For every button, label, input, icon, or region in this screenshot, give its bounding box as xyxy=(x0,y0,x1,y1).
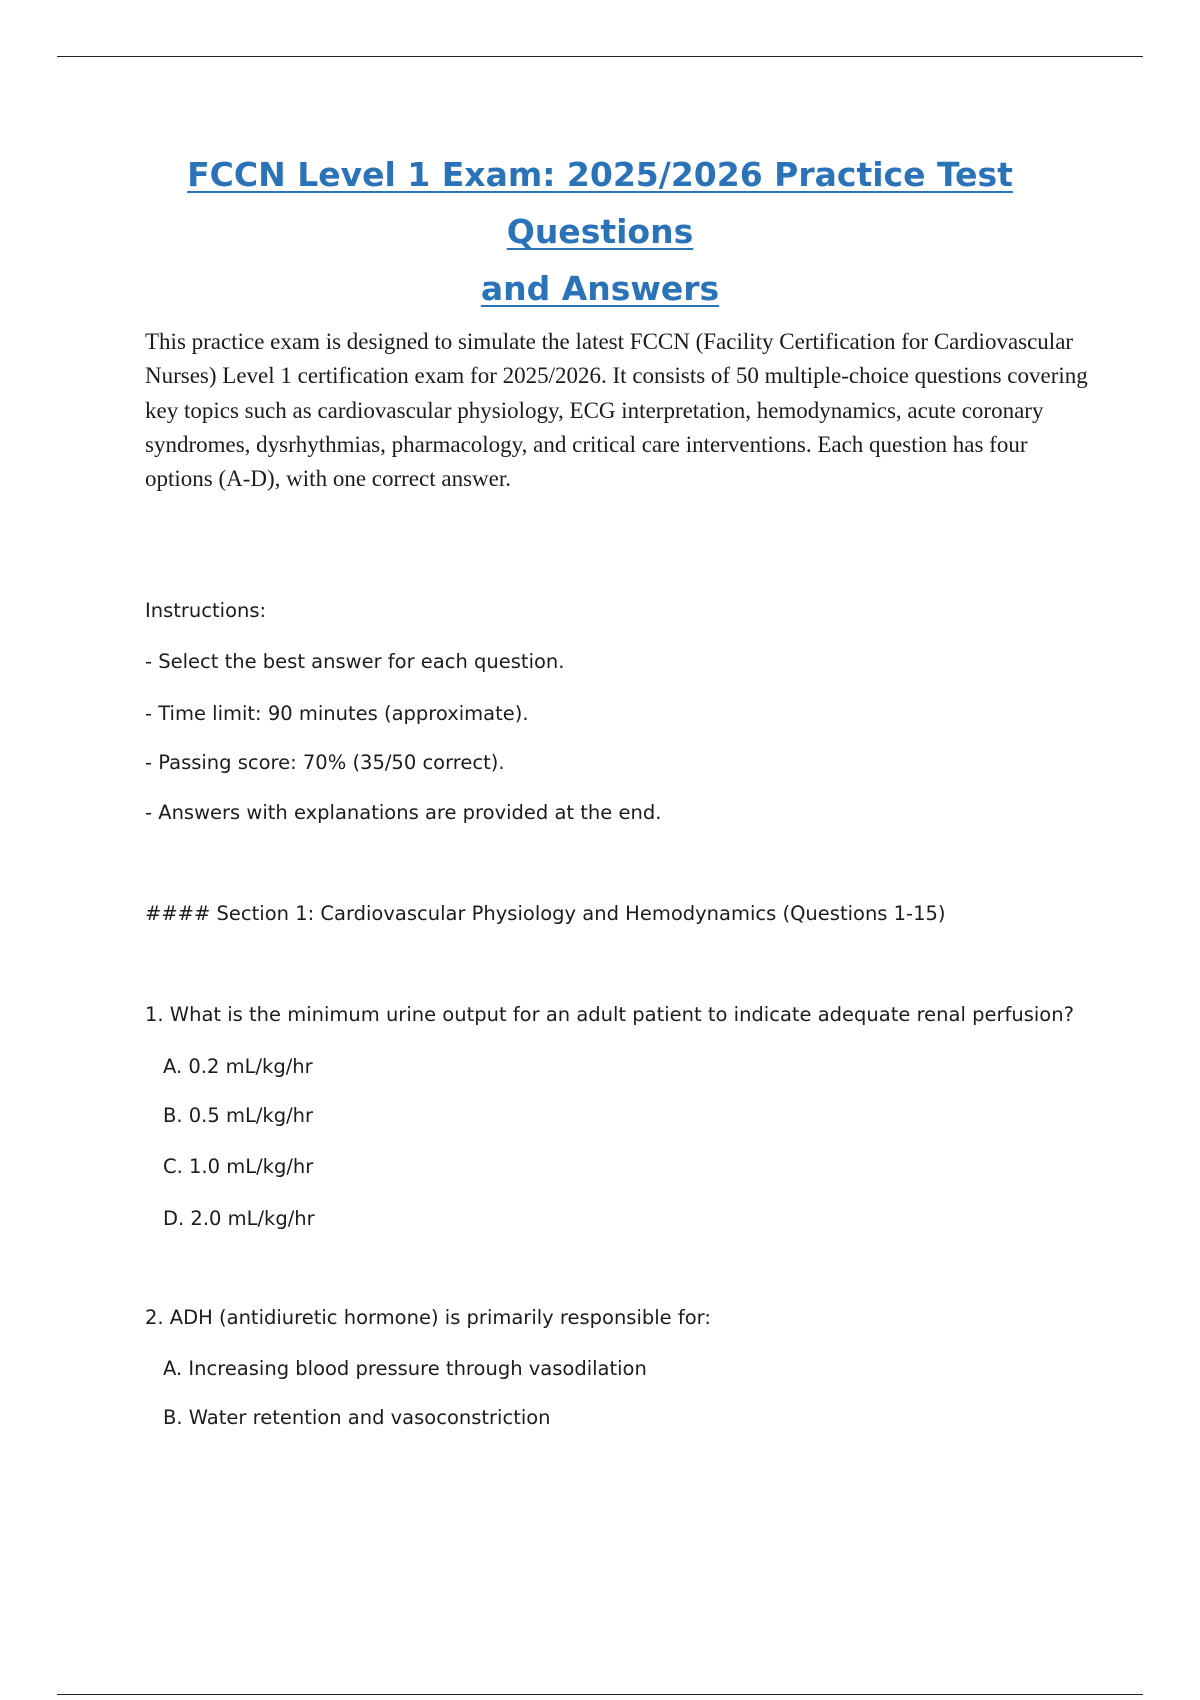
document-title-line-2: and Answers xyxy=(480,269,720,308)
answer-option: B. Water retention and vasoconstriction xyxy=(163,1406,551,1429)
instructions-heading: Instructions: xyxy=(145,599,267,622)
instruction-item: - Time limit: 90 minutes (approximate). xyxy=(145,702,529,725)
bottom-rule xyxy=(57,1694,1143,1695)
answer-option: C. 1.0 mL/kg/hr xyxy=(163,1155,314,1178)
section-heading: #### Section 1: Cardiovascular Physiology and Hemodynamics (Questions 1-15) xyxy=(145,902,946,925)
answer-option: A. Increasing blood pressure through vasodilation xyxy=(163,1357,647,1380)
top-rule xyxy=(57,56,1143,57)
document-title xyxy=(100,146,1100,317)
instruction-item: - Select the best answer for each question. xyxy=(145,650,565,673)
question-text: 2. ADH (antidiuretic hormone) is primarily responsible for: xyxy=(145,1306,711,1329)
answer-option: A. 0.2 mL/kg/hr xyxy=(163,1055,313,1078)
intro-paragraph: This practice exam is designed to simulate the latest FCCN (Facility Certification for Cardiovascular Nurses) Level 1 certification exam for 2025/2026. It consists of 50 multiple-choice questions covering key topics such as cardiovascular physiology, ECG interpretation, hemodynamics, acute coronary syndromes, dysrhythmias, pharmacology, and critical care interventions. Each question has four options (A-D), with one correct answer. xyxy=(145,329,1088,492)
answer-option: D. 2.0 mL/kg/hr xyxy=(163,1207,315,1230)
instruction-item: - Passing score: 70% (35/50 correct). xyxy=(145,751,505,774)
answer-option: B. 0.5 mL/kg/hr xyxy=(163,1104,314,1127)
document-title-line-1: FCCN Level 1 Exam: 2025/2026 Practice Test Questions xyxy=(187,155,1013,251)
question-text: 1. What is the minimum urine output for an adult patient to indicate adequate renal perfusion? xyxy=(145,1003,1074,1026)
instruction-item: - Answers with explanations are provided at the end. xyxy=(145,801,662,824)
